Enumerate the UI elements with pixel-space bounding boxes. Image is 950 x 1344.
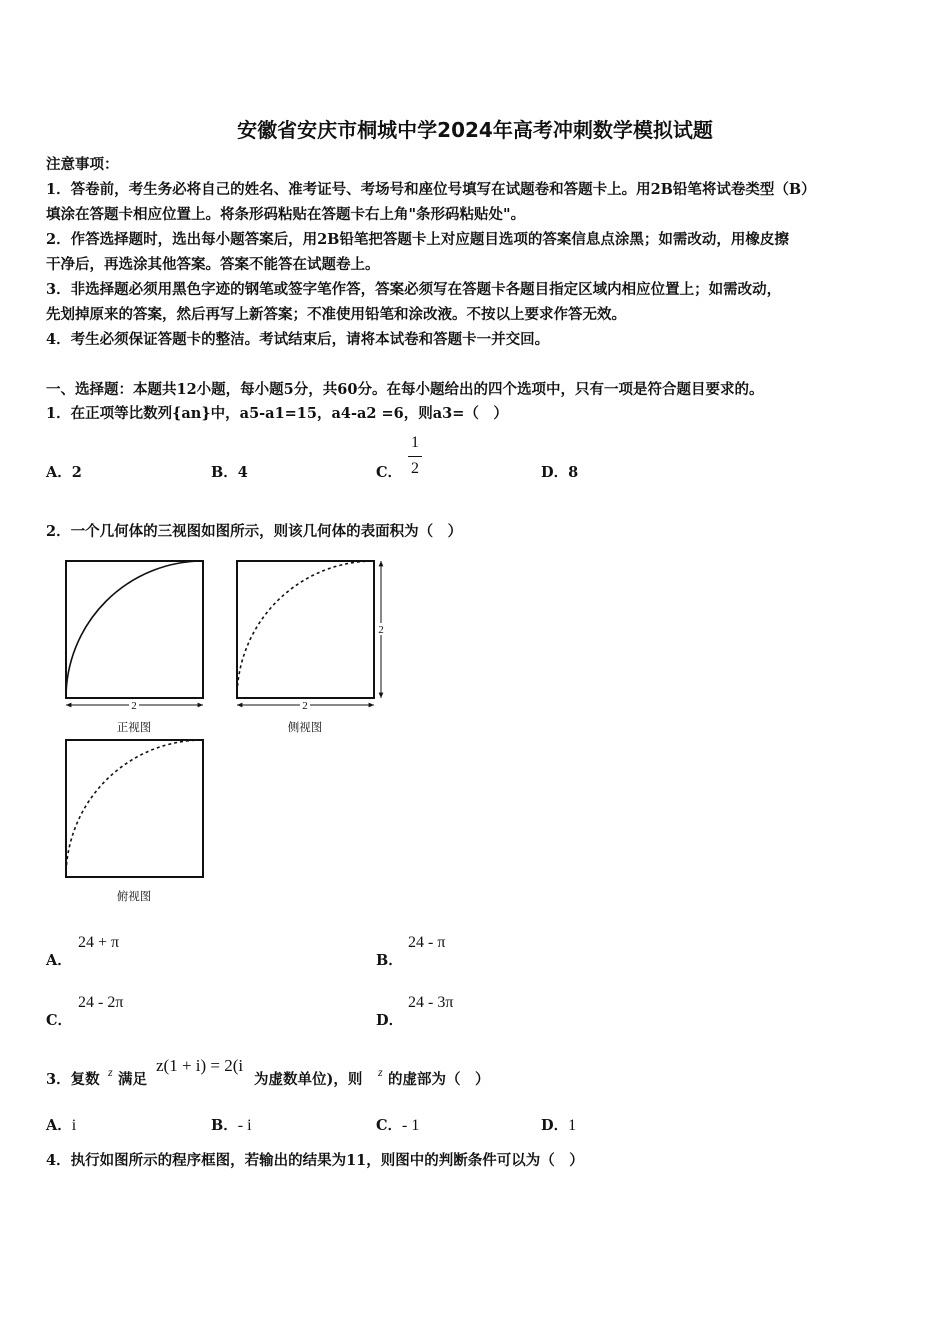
variable-z: z — [108, 1065, 113, 1079]
notice-line: 先划掉原来的答案，然后再写上新答案；不准使用铅笔和涂改液。不按以上要求作答无效。 — [46, 306, 626, 323]
option-label: B． — [211, 464, 238, 481]
option-value: - 1 — [402, 1117, 420, 1134]
side-view — [237, 561, 387, 734]
fraction-denominator: 2 — [411, 460, 419, 477]
option-label: C． — [376, 464, 403, 481]
front-view — [66, 561, 203, 734]
option-c[interactable] — [376, 1114, 419, 1135]
option-label: A． — [46, 952, 72, 969]
notice-line: 填涂在答题卡相应位置上。将条形码粘贴在答题卡右上角"条形码粘贴处"。 — [46, 206, 526, 223]
option-b[interactable] — [211, 1114, 252, 1135]
notice-line: 1．答卷前，考生务必将自己的姓名、准考证号、考场号和座位号填写在试题卷和答题卡上。用2B铅笔将试卷类型（B） — [46, 181, 816, 198]
caption-front: 正视图 — [116, 720, 152, 734]
three-view-diagram — [55, 550, 405, 910]
caption-side: 侧视图 — [287, 720, 323, 734]
equation: z(1 + i) = 2(i — [156, 1056, 244, 1075]
question-stem: 4．执行如图所示的程序框图，若输出的结果为11，则图中的判断条件可以为（ ） — [46, 1152, 584, 1169]
option-value: 1 — [568, 1117, 577, 1134]
question-stem-mid: 满足 — [118, 1071, 147, 1088]
option-value: i — [71, 1117, 77, 1134]
option-d[interactable] — [541, 1114, 576, 1135]
option-value: 8 — [568, 464, 579, 481]
option-value: 24 - π — [408, 934, 446, 951]
top-view — [66, 740, 203, 903]
notice-line: 2．作答选择题时，选出每小题答案后，用2B铅笔把答题卡上对应题目选项的答案信息点涂黑；如需改动，用橡皮擦 — [46, 231, 789, 248]
option-value: - i — [237, 1117, 252, 1134]
option-a[interactable] — [46, 949, 72, 970]
page-title: 安徽省安庆市桐城中学2024年高考冲刺数学模拟试题 — [237, 118, 713, 142]
option-label: C． — [46, 1012, 73, 1029]
fraction-bar — [408, 456, 422, 457]
option-a[interactable] — [46, 1114, 76, 1135]
option-label: A． — [46, 464, 72, 481]
question-stem: 2．一个几何体的三视图如图所示，则该几何体的表面积为（ ） — [46, 523, 463, 540]
option-value: 4 — [237, 464, 248, 481]
question-stem-suffix: 为虚数单位)，则 — [254, 1071, 363, 1088]
option-label: D． — [541, 1117, 569, 1134]
notice-line: 干净后，再选涂其他答案。答案不能答在试题卷上。 — [46, 256, 380, 273]
option-a[interactable] — [46, 461, 82, 482]
option-label: B． — [211, 1117, 238, 1134]
option-b[interactable] — [376, 949, 403, 970]
question-stem-end: 的虚部为（ ） — [388, 1071, 490, 1088]
option-d[interactable] — [376, 1009, 403, 1030]
option-c[interactable] — [376, 461, 402, 482]
option-b[interactable] — [211, 461, 248, 482]
notice-heading: 注意事项： — [46, 156, 119, 173]
fraction-numerator: 1 — [411, 434, 419, 451]
option-label: D． — [541, 464, 569, 481]
option-value: 2 — [71, 464, 82, 481]
dimension-label: 2 — [378, 624, 384, 636]
notice-line: 4．考生必须保证答题卡的整洁。考试结束后，请将本试卷和答题卡一并交回。 — [46, 331, 550, 348]
variable-z: z — [378, 1065, 383, 1079]
option-value: 24 + π — [78, 934, 120, 951]
option-label: A． — [46, 1117, 72, 1134]
caption-top: 俯视图 — [116, 889, 152, 903]
option-label: C． — [376, 1117, 403, 1134]
option-label: D． — [376, 1012, 404, 1029]
question-stem: 1．在正项等比数列{an}中，a5-a1=15，a4-a2 =6，则a3=（ ） — [46, 405, 508, 422]
dimension-label: 2 — [131, 700, 137, 712]
dimension-label: 2 — [302, 700, 308, 712]
option-value: 24 - 2π — [78, 994, 124, 1011]
option-c[interactable] — [46, 1009, 72, 1030]
option-value: 24 - 3π — [408, 994, 454, 1011]
option-label: B． — [376, 952, 403, 969]
notice-line: 3．非选择题必须用黑色字迹的钢笔或签字笔作答，答案必须写在答题卡各题目指定区域内相应位置上；如需改动， — [46, 281, 782, 298]
option-d[interactable] — [541, 461, 578, 482]
question-stem-prefix: 3．复数 — [46, 1071, 100, 1088]
section-heading: 一、选择题：本题共12小题，每小题5分，共60分。在每小题给出的四个选项中，只有一项是符合题目要求的。 — [46, 381, 764, 398]
